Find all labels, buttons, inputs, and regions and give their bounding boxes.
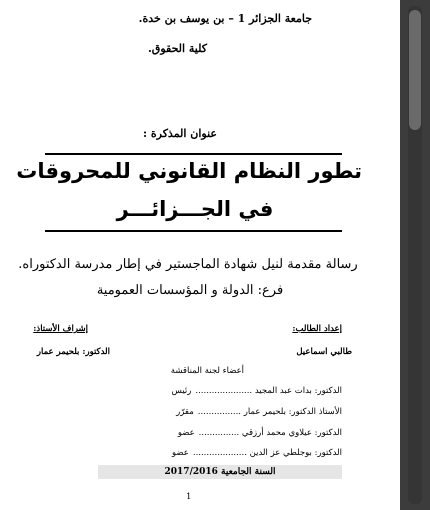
student-name: طالبي اسماعيل — [296, 347, 352, 357]
committee-member — [178, 428, 342, 438]
vertical-scrollbar[interactable] — [400, 0, 430, 510]
member-name: الدكتور: بدات عبد المجيد ..................... — [195, 386, 342, 396]
committee-member — [172, 448, 342, 458]
title-bottom-rule — [45, 230, 342, 232]
title-top-rule — [45, 153, 342, 155]
supervisor-label: إشراف الأستاذ: — [33, 324, 88, 334]
member-role: عضو — [177, 428, 195, 438]
memo-title-line-1: تطور النظام القانوني للمحروقات — [16, 159, 362, 183]
member-role: مقرّر — [176, 407, 194, 417]
member-role: رئيس — [171, 386, 192, 396]
branch-label: فرع: الدولة و المؤسسات العمومية — [96, 283, 284, 298]
page-number: 1 — [186, 492, 192, 502]
thesis-statement: رسالة مقدمة لنيل شهادة الماجستير في إطار مدرسة الدكتوراه. — [18, 257, 358, 272]
member-name: الأستاذ الدكتور: بلحيمر عمار ................ — [197, 407, 342, 417]
member-name: الدكتور: عيلاوي محمد أرزقي ............... — [198, 428, 342, 438]
memo-title-label: عنوان المذكرة : — [142, 127, 217, 140]
committee-title: أعضاء لجنة المناقشة — [170, 366, 244, 376]
member-name: الدكتور: بوجلطي عز الدين .................... — [192, 448, 342, 458]
university-name: جامعة الجزائر 1 – بن يوسف بن خدة. — [138, 12, 312, 25]
academic-year: السنة الجامعية 2017/2016 — [98, 465, 342, 479]
memo-title-line-2: في الجـــزائـــر — [116, 197, 274, 221]
member-role: عضو — [172, 448, 189, 458]
supervisor-name: الدكتور: بلحيمر عمار — [36, 347, 110, 357]
student-label: إعداد الطالب: — [292, 324, 342, 334]
committee-member — [172, 386, 342, 396]
committee-member — [176, 407, 342, 417]
faculty-name: كلية الحقوق. — [147, 42, 207, 55]
scrollbar-thumb[interactable] — [409, 10, 421, 130]
